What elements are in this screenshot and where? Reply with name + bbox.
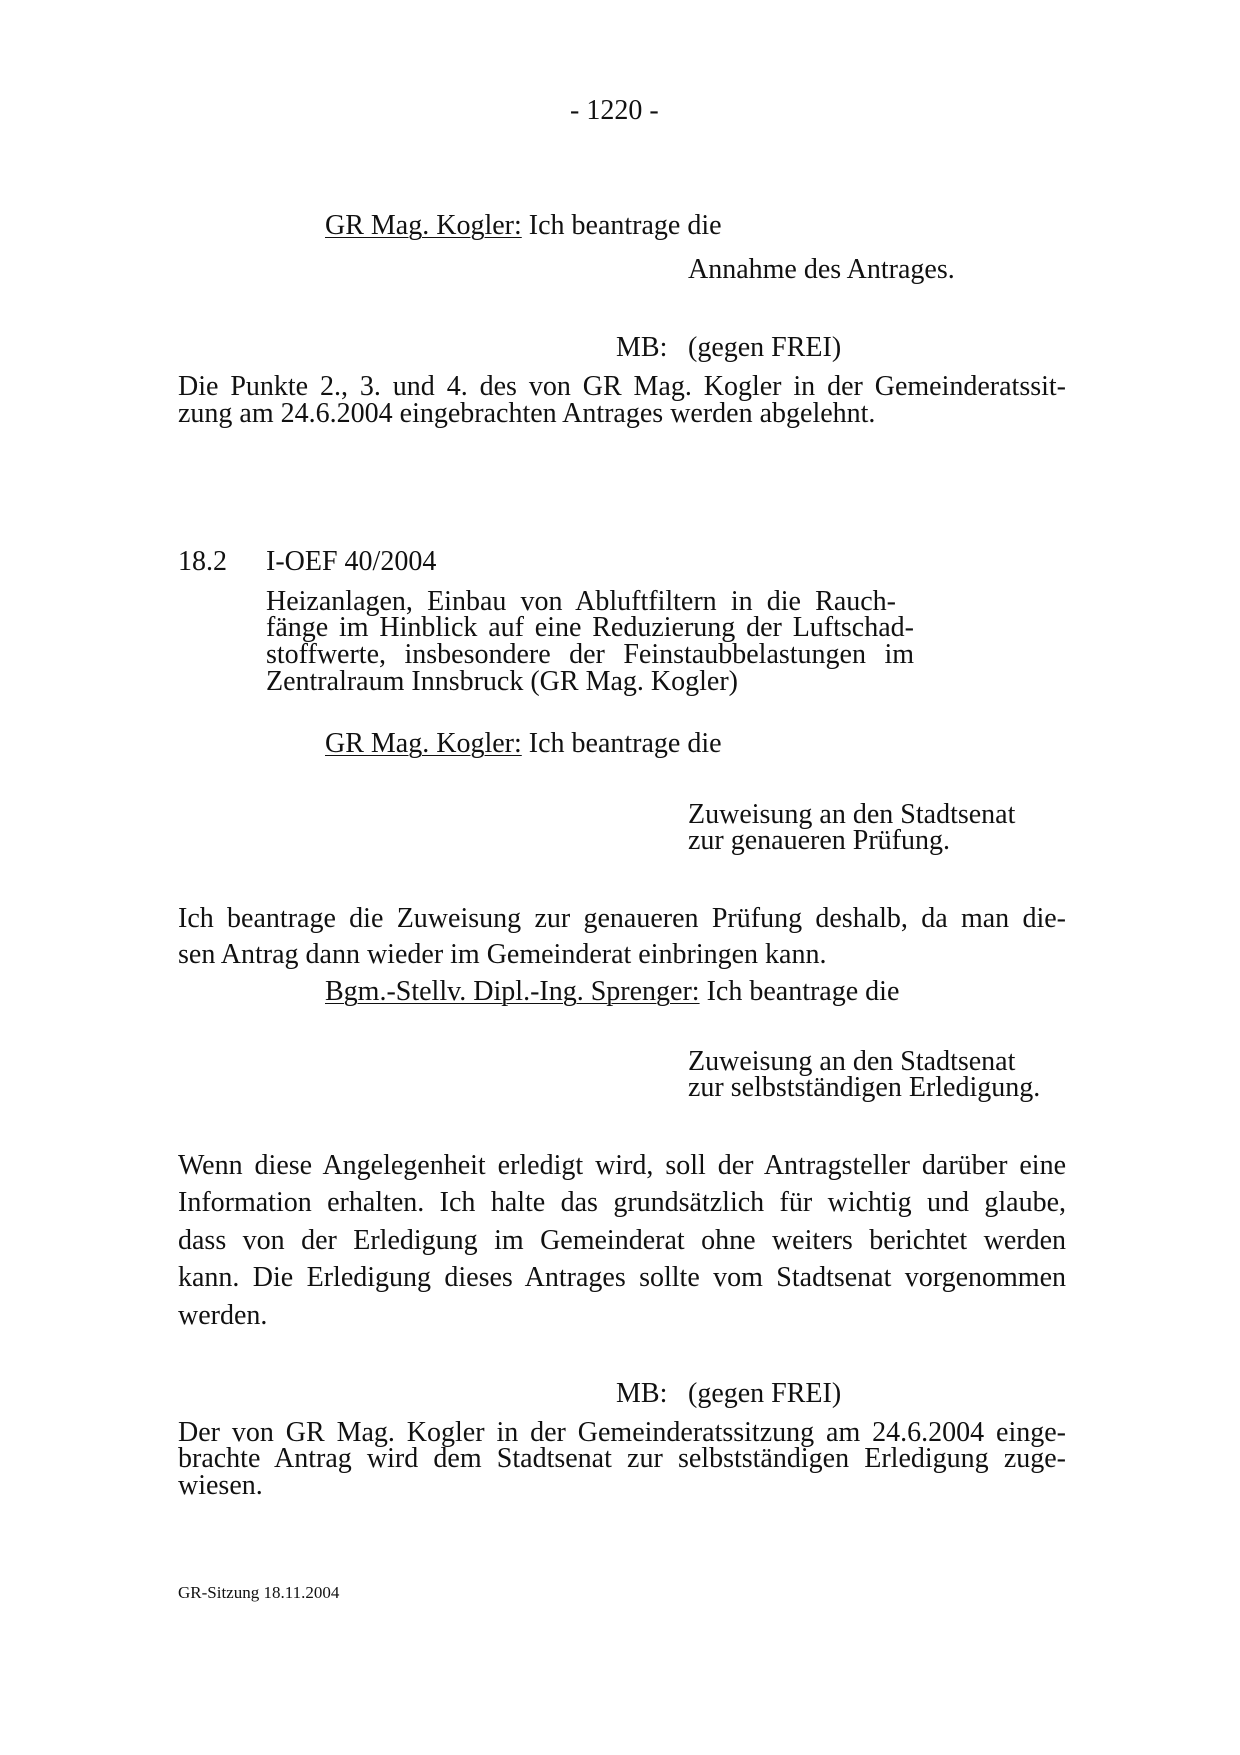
item-reference: I-OEF 40/2004: [266, 546, 437, 577]
request-text: zur genaueren Prüfung.: [688, 825, 951, 856]
request-text: Zuweisung an den Stadtsenat: [688, 799, 1016, 830]
resolution-line: zung am 24.6.2004 eingebrachten Antrages werden abgelehnt.: [178, 398, 876, 429]
paragraph-line: Wenn diese Angelegenheit erledigt wird, soll der Antragsteller darüber eine: [178, 1150, 1066, 1181]
request-text: zur selbstständigen Erledigung.: [688, 1072, 1041, 1103]
paragraph-line: werden.: [178, 1300, 268, 1331]
speaker-line: [325, 977, 899, 1007]
item-title-line: fänge im Hinblick auf eine Reduzierung der Luftschad-: [266, 612, 914, 643]
mb-value: (gegen FREI): [688, 1378, 842, 1409]
paragraph-line: Information erhalten. Ich halte das grundsätzlich für wichtig und glaube,: [178, 1187, 1066, 1218]
paragraph-line: sen Antrag dann wieder im Gemeinderat einbringen kann.: [178, 939, 827, 970]
item-title-line: stoffwerte, insbesondere der Feinstaubbelastungen im: [266, 639, 914, 670]
speaker-name: Bgm.-Stellv. Dipl.-Ing. Sprenger:: [325, 976, 700, 1007]
mb-label: MB:: [616, 1378, 668, 1409]
speaker-statement: Ich beantrage die: [521, 210, 722, 241]
mb-label: MB:: [616, 332, 668, 363]
resolution-line: wiesen.: [178, 1470, 263, 1501]
speaker-line: [325, 729, 722, 759]
speaker-name: GR Mag. Kogler:: [325, 210, 522, 241]
resolution-line: Der von GR Mag. Kogler in der Gemeinderatssitzung am 24.6.2004 einge-: [178, 1417, 1066, 1448]
paragraph-line: dass von der Erledigung im Gemeinderat ohne weiters berichtet werden: [178, 1225, 1066, 1256]
request-text: Annahme des Antrages.: [688, 254, 955, 285]
footer-session-date: GR-Sitzung 18.11.2004: [178, 1583, 340, 1602]
page-number: - 1220 -: [570, 95, 659, 126]
mb-value: (gegen FREI): [688, 332, 842, 363]
item-title-line: Zentralraum Innsbruck (GR Mag. Kogler): [266, 666, 738, 697]
speaker-line: [325, 211, 722, 241]
speaker-statement: Ich beantrage die: [699, 976, 900, 1007]
request-text: Zuweisung an den Stadtsenat: [688, 1046, 1016, 1077]
item-number: 18.2: [178, 546, 227, 577]
paragraph-line: kann. Die Erledigung dieses Antrages sollte vom Stadtsenat vorgenommen: [178, 1262, 1066, 1293]
paragraph-line: Ich beantrage die Zuweisung zur genaueren Prüfung deshalb, da man die-: [178, 903, 1066, 934]
speaker-name: GR Mag. Kogler:: [325, 728, 522, 759]
speaker-statement: Ich beantrage die: [521, 728, 722, 759]
resolution-line: brachte Antrag wird dem Stadtsenat zur selbstständigen Erledigung zuge-: [178, 1443, 1066, 1474]
resolution-line: Die Punkte 2., 3. und 4. des von GR Mag. Kogler in der Gemeinderatssit-: [178, 371, 1066, 402]
item-title-line: Heizanlagen, Einbau von Abluftfiltern in die Rauch-: [266, 586, 896, 617]
